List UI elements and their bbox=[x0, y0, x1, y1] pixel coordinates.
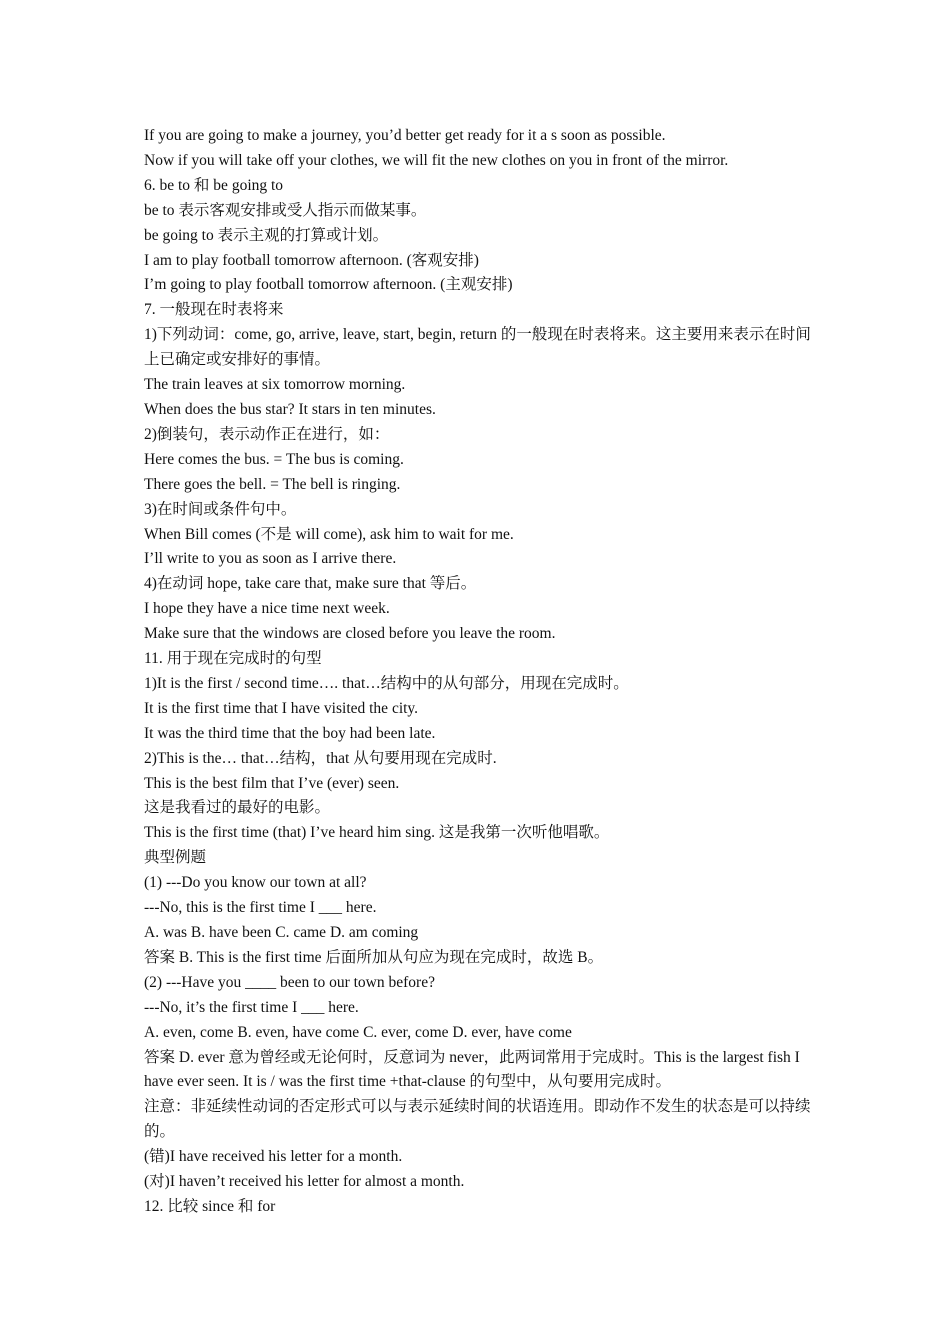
text-line: 2)This is the… that…结构，that 从句要用现在完成时. bbox=[144, 749, 497, 767]
translation-line: 这是我看过的最好的电影。 bbox=[144, 799, 331, 817]
document-body bbox=[144, 124, 814, 1220]
example-sentence: It was the third time that the boy had been late. bbox=[144, 724, 436, 742]
question-line: (2) ---Have you ____ been to our town before? bbox=[144, 973, 435, 991]
example-sentence: Make sure that the windows are closed before you leave the room. bbox=[144, 625, 556, 643]
example-sentence: It is the first time that I have visited the city. bbox=[144, 699, 419, 717]
example-sentence: There goes the bell. = The bell is ringing. bbox=[144, 475, 401, 493]
example-sentence: I hope they have a nice time next week. bbox=[144, 600, 390, 618]
text-line: 1)It is the first / second time…. that…结构中的从句部分，用现在完成时。 bbox=[144, 674, 629, 692]
section-heading: 6. be to 和 be going to bbox=[144, 176, 284, 194]
answer-options: A. was B. have been C. came D. am coming bbox=[144, 924, 419, 941]
example-sentence: I’m going to play football tomorrow afternoon. (主观安排) bbox=[144, 276, 513, 294]
example-sentence: When does the bus star? It stars in ten minutes. bbox=[144, 400, 436, 418]
text-line: be to 表示客观安排或受人指示而做某事。 bbox=[144, 201, 427, 219]
note-paragraph: 注意：非延续性动词的否定形式可以与表示延续时间的状语连用。即动作不发生的状态是可以持续的。 bbox=[144, 1098, 811, 1141]
example-sentence: When Bill comes (不是 will come), ask him to wait for me. bbox=[144, 525, 514, 543]
example-sentence: (错)I have received his letter for a month. bbox=[144, 1148, 403, 1166]
text-line: Now if you will take off your clothes, we will fit the new clothes on you in front of the mirror. bbox=[144, 151, 729, 169]
text-line: be going to 表示主观的打算或计划。 bbox=[144, 226, 389, 244]
answer-explanation: 答案 D. ever 意为曾经或无论何时，反意词为 never，此两词常用于完成时。This is the largest fish I have ever seen. It is / was the first time +that-clause 的句型中，从句要用完成时。 bbox=[144, 1048, 800, 1091]
text-line: 4)在动词 hope, take care that, make sure that 等后。 bbox=[144, 575, 477, 593]
question-line: ---No, it’s the first time I ___ here. bbox=[144, 998, 359, 1016]
answer-options: A. even, come B. even, have come C. ever, come D. ever, have come bbox=[144, 1023, 572, 1041]
example-sentence: This is the best film that I’ve (ever) seen. bbox=[144, 774, 400, 792]
text-line: 3)在时间或条件句中。 bbox=[144, 500, 297, 518]
section-heading: 12. 比较 since 和 for bbox=[144, 1197, 276, 1215]
question-line: ---No, this is the first time I ___ here. bbox=[144, 899, 377, 917]
example-sentence: I’ll write to you as soon as I arrive there. bbox=[144, 550, 397, 568]
section-heading: 7. 一般现在时表将来 bbox=[144, 301, 284, 319]
section-heading: 11. 用于现在完成时的句型 bbox=[144, 650, 322, 668]
example-sentence: This is the first time (that) I’ve heard him sing. 这是我第一次听他唱歌。 bbox=[144, 824, 610, 842]
section-heading: 典型例题 bbox=[144, 849, 207, 867]
example-sentence: I am to play football tomorrow afternoon. (客观安排) bbox=[144, 251, 479, 269]
example-sentence: Here comes the bus. = The bus is coming. bbox=[144, 450, 404, 468]
text-line: 2)倒装句，表示动作正在进行，如： bbox=[144, 425, 390, 443]
text-line: If you are going to make a journey, you’d better get ready for it a s soon as possible. bbox=[144, 127, 666, 144]
text-paragraph: 1)下列动词：come, go, arrive, leave, start, begin, return 的一般现在时表将来。这主要用来表示在时间上已确定或安排好的事情。 bbox=[144, 326, 811, 369]
example-sentence: The train leaves at six tomorrow morning. bbox=[144, 376, 406, 394]
answer-explanation: 答案 B. This is the first time 后面所加从句应为现在完成时，故选 B。 bbox=[144, 948, 604, 966]
example-sentence: (对)I haven’t received his letter for almost a month. bbox=[144, 1173, 465, 1191]
question-line: (1) ---Do you know our town at all? bbox=[144, 874, 367, 892]
